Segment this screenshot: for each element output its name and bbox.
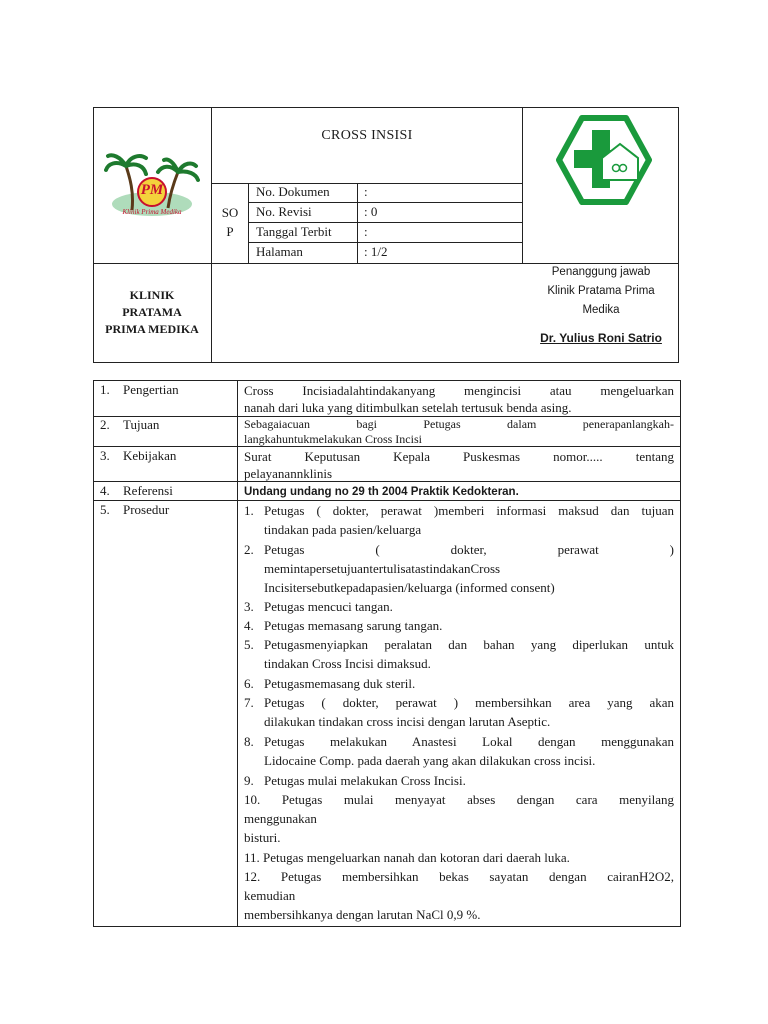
meta-value-doc-number: : xyxy=(364,184,368,199)
procedure-step xyxy=(244,771,674,790)
procedure-step xyxy=(244,635,674,673)
step-line: Petugas melakukan Anastesi Lokal dengan menggunakan xyxy=(264,734,674,749)
text-line: nanah dari luka yang ditimbulkan setelah tertusuk benda asing. xyxy=(244,400,572,415)
text-line: langkahuntukmelakukan Cross Incisi xyxy=(244,432,422,446)
procedure-step-10 xyxy=(244,790,674,847)
procedure-step xyxy=(244,501,674,539)
responsible-person-label xyxy=(524,263,678,320)
step-line: Petugas memasang sarung tangan. xyxy=(264,618,443,633)
step-line: Petugas ( dokter, perawat ) xyxy=(264,542,674,557)
clinic-name-line: PRIMA MEDIKA xyxy=(105,322,199,336)
step-number: 5. xyxy=(244,637,254,652)
step-number: 6. xyxy=(244,676,254,691)
procedure-step xyxy=(244,616,674,635)
step-number: 7. xyxy=(244,695,254,710)
responsible-line: Klinik Pratama Prima xyxy=(547,285,655,297)
section-label-tujuan: Tujuan xyxy=(123,417,160,432)
section-label-pengertian: Pengertian xyxy=(123,382,179,397)
step-line: Petugasmenyiapkan peralatan dan bahan yang diperlukan untuk xyxy=(264,637,674,652)
procedure-step-12 xyxy=(244,867,674,924)
step-line: tindakan pada pasien/keluarga xyxy=(264,522,422,537)
doctor-name: Dr. Yulius Roni Satrio xyxy=(540,331,662,345)
meta-value-revision: : 0 xyxy=(364,204,378,219)
responsible-line: Penanggung jawab xyxy=(551,266,651,278)
meta-label-doc-number: No. Dokumen xyxy=(256,184,330,199)
logo-monogram: PM xyxy=(140,182,164,198)
header-border-right xyxy=(678,107,679,363)
text-line: pelayanannklinis xyxy=(244,466,333,481)
step-number: 3. xyxy=(244,599,254,614)
meta-label-issue-date: Tanggal Terbit xyxy=(256,224,332,239)
meta-row-divider-2 xyxy=(248,222,523,223)
text-line: Surat Keputusan Kepala Puskesmas nomor..... tentang xyxy=(244,449,674,464)
step-line: tindakan Cross Incisi dimaksud. xyxy=(264,656,431,671)
step-number: 1. xyxy=(244,503,254,518)
puskesmas-logo xyxy=(556,114,652,206)
clinic-name-line: PRATAMA xyxy=(122,305,182,319)
clinic-name-line: KLINIK xyxy=(129,288,175,302)
sop-label-line2: P xyxy=(226,224,234,239)
step-line: bisturi. xyxy=(244,830,281,845)
meta-row-divider-3 xyxy=(248,242,523,243)
pengertian-text xyxy=(244,382,674,416)
step-line: 12. Petugas membersihkan bekas sayatan dengan cairanH2O2, xyxy=(244,869,674,884)
step-line: Petugas ( dokter, perawat ) membersihkan area yang akan xyxy=(264,695,674,710)
step-line: Petugasmemasang duk steril. xyxy=(264,676,416,691)
procedure-step xyxy=(244,674,674,693)
section-number: 4. xyxy=(100,483,110,498)
procedure-step xyxy=(244,732,674,770)
step-line: dilakukan tindakan cross incisi dengan larutan Aseptic. xyxy=(264,714,551,729)
step-number: 4. xyxy=(244,618,254,633)
step-number: 9. xyxy=(244,773,254,788)
section-number: 5. xyxy=(100,502,110,517)
section-label-kebijakan: Kebijakan xyxy=(123,448,177,463)
referensi-text xyxy=(244,484,674,501)
procedure-step xyxy=(244,540,674,597)
kebijakan-text xyxy=(244,448,674,482)
step-line: membersihkanya dengan larutan NaCl 0,9 %. xyxy=(244,907,481,922)
hexagon-cross-icon xyxy=(556,114,652,206)
meta-value-page: : 1/2 xyxy=(364,244,388,259)
step-line: 11. Petugas mengeluarkan nanah dan kotoran dari daerah luka. xyxy=(244,850,570,865)
table-border-left xyxy=(93,380,94,927)
step-line: menggunakan xyxy=(244,811,317,826)
responsible-line: Medika xyxy=(582,304,620,316)
step-line: Incisitersebutkepadapasien/keluarga (informed consent) xyxy=(264,580,555,595)
section-number: 3. xyxy=(100,448,110,463)
section-label-prosedur: Prosedur xyxy=(123,502,170,517)
step-line: kemudian xyxy=(244,888,296,903)
step-line: Petugas mencuci tangan. xyxy=(264,599,393,614)
step-line: 10. Petugas mulai menyayat abses dengan cara menyilang xyxy=(244,792,674,807)
header-divider-v2 xyxy=(522,107,523,263)
step-number: 2. xyxy=(244,542,254,557)
meta-col-divider-1 xyxy=(248,183,249,264)
meta-value-issue-date: : xyxy=(364,224,368,239)
document-title: CROSS INSISI xyxy=(321,128,413,143)
table-col-divider xyxy=(237,380,238,927)
clinic-name xyxy=(94,287,210,338)
step-line: Petugas mulai melakukan Cross Incisi. xyxy=(264,773,466,788)
meta-col-divider-2 xyxy=(357,183,358,264)
section-number: 1. xyxy=(100,382,110,397)
table-border-bottom xyxy=(93,926,681,927)
tujuan-text xyxy=(244,417,674,447)
step-line: Petugas ( dokter, perawat )memberi informasi maksud dan tujuan xyxy=(264,503,674,518)
step-number: 8. xyxy=(244,734,254,749)
procedure-step xyxy=(244,693,674,731)
header-border-top xyxy=(93,107,679,108)
section-number: 2. xyxy=(100,417,110,432)
meta-label-revision: No. Revisi xyxy=(256,204,312,219)
text-line: Cross Incisiadalahtindakanyang mengincisi atau mengeluarkan xyxy=(244,383,674,398)
procedure-step-11 xyxy=(244,848,674,867)
meta-label-page: Halaman xyxy=(256,244,303,259)
procedure-step xyxy=(244,597,674,616)
step-line: memintapersetujuantertulisatastindakanCross xyxy=(264,561,501,576)
text-line: Sebagaiacuan bagi Petugas dalam penerapanlangkah- xyxy=(244,417,674,431)
step-line: Lidocaine Comp. pada daerah yang akan dilakukan cross incisi. xyxy=(264,753,596,768)
sop-label-line1: SO xyxy=(221,205,239,220)
table-border-top xyxy=(93,380,681,381)
text-line: Undang undang no 29 th 2004 Praktik Kedokteran. xyxy=(244,486,519,498)
header-border-bottom xyxy=(93,362,679,363)
clinic-logo xyxy=(104,152,200,222)
section-label-referensi: Referensi xyxy=(123,483,173,498)
table-border-right xyxy=(680,380,681,927)
meta-row-divider-1 xyxy=(248,202,523,203)
logo-caption: Klinik Prima Medika xyxy=(122,208,182,216)
